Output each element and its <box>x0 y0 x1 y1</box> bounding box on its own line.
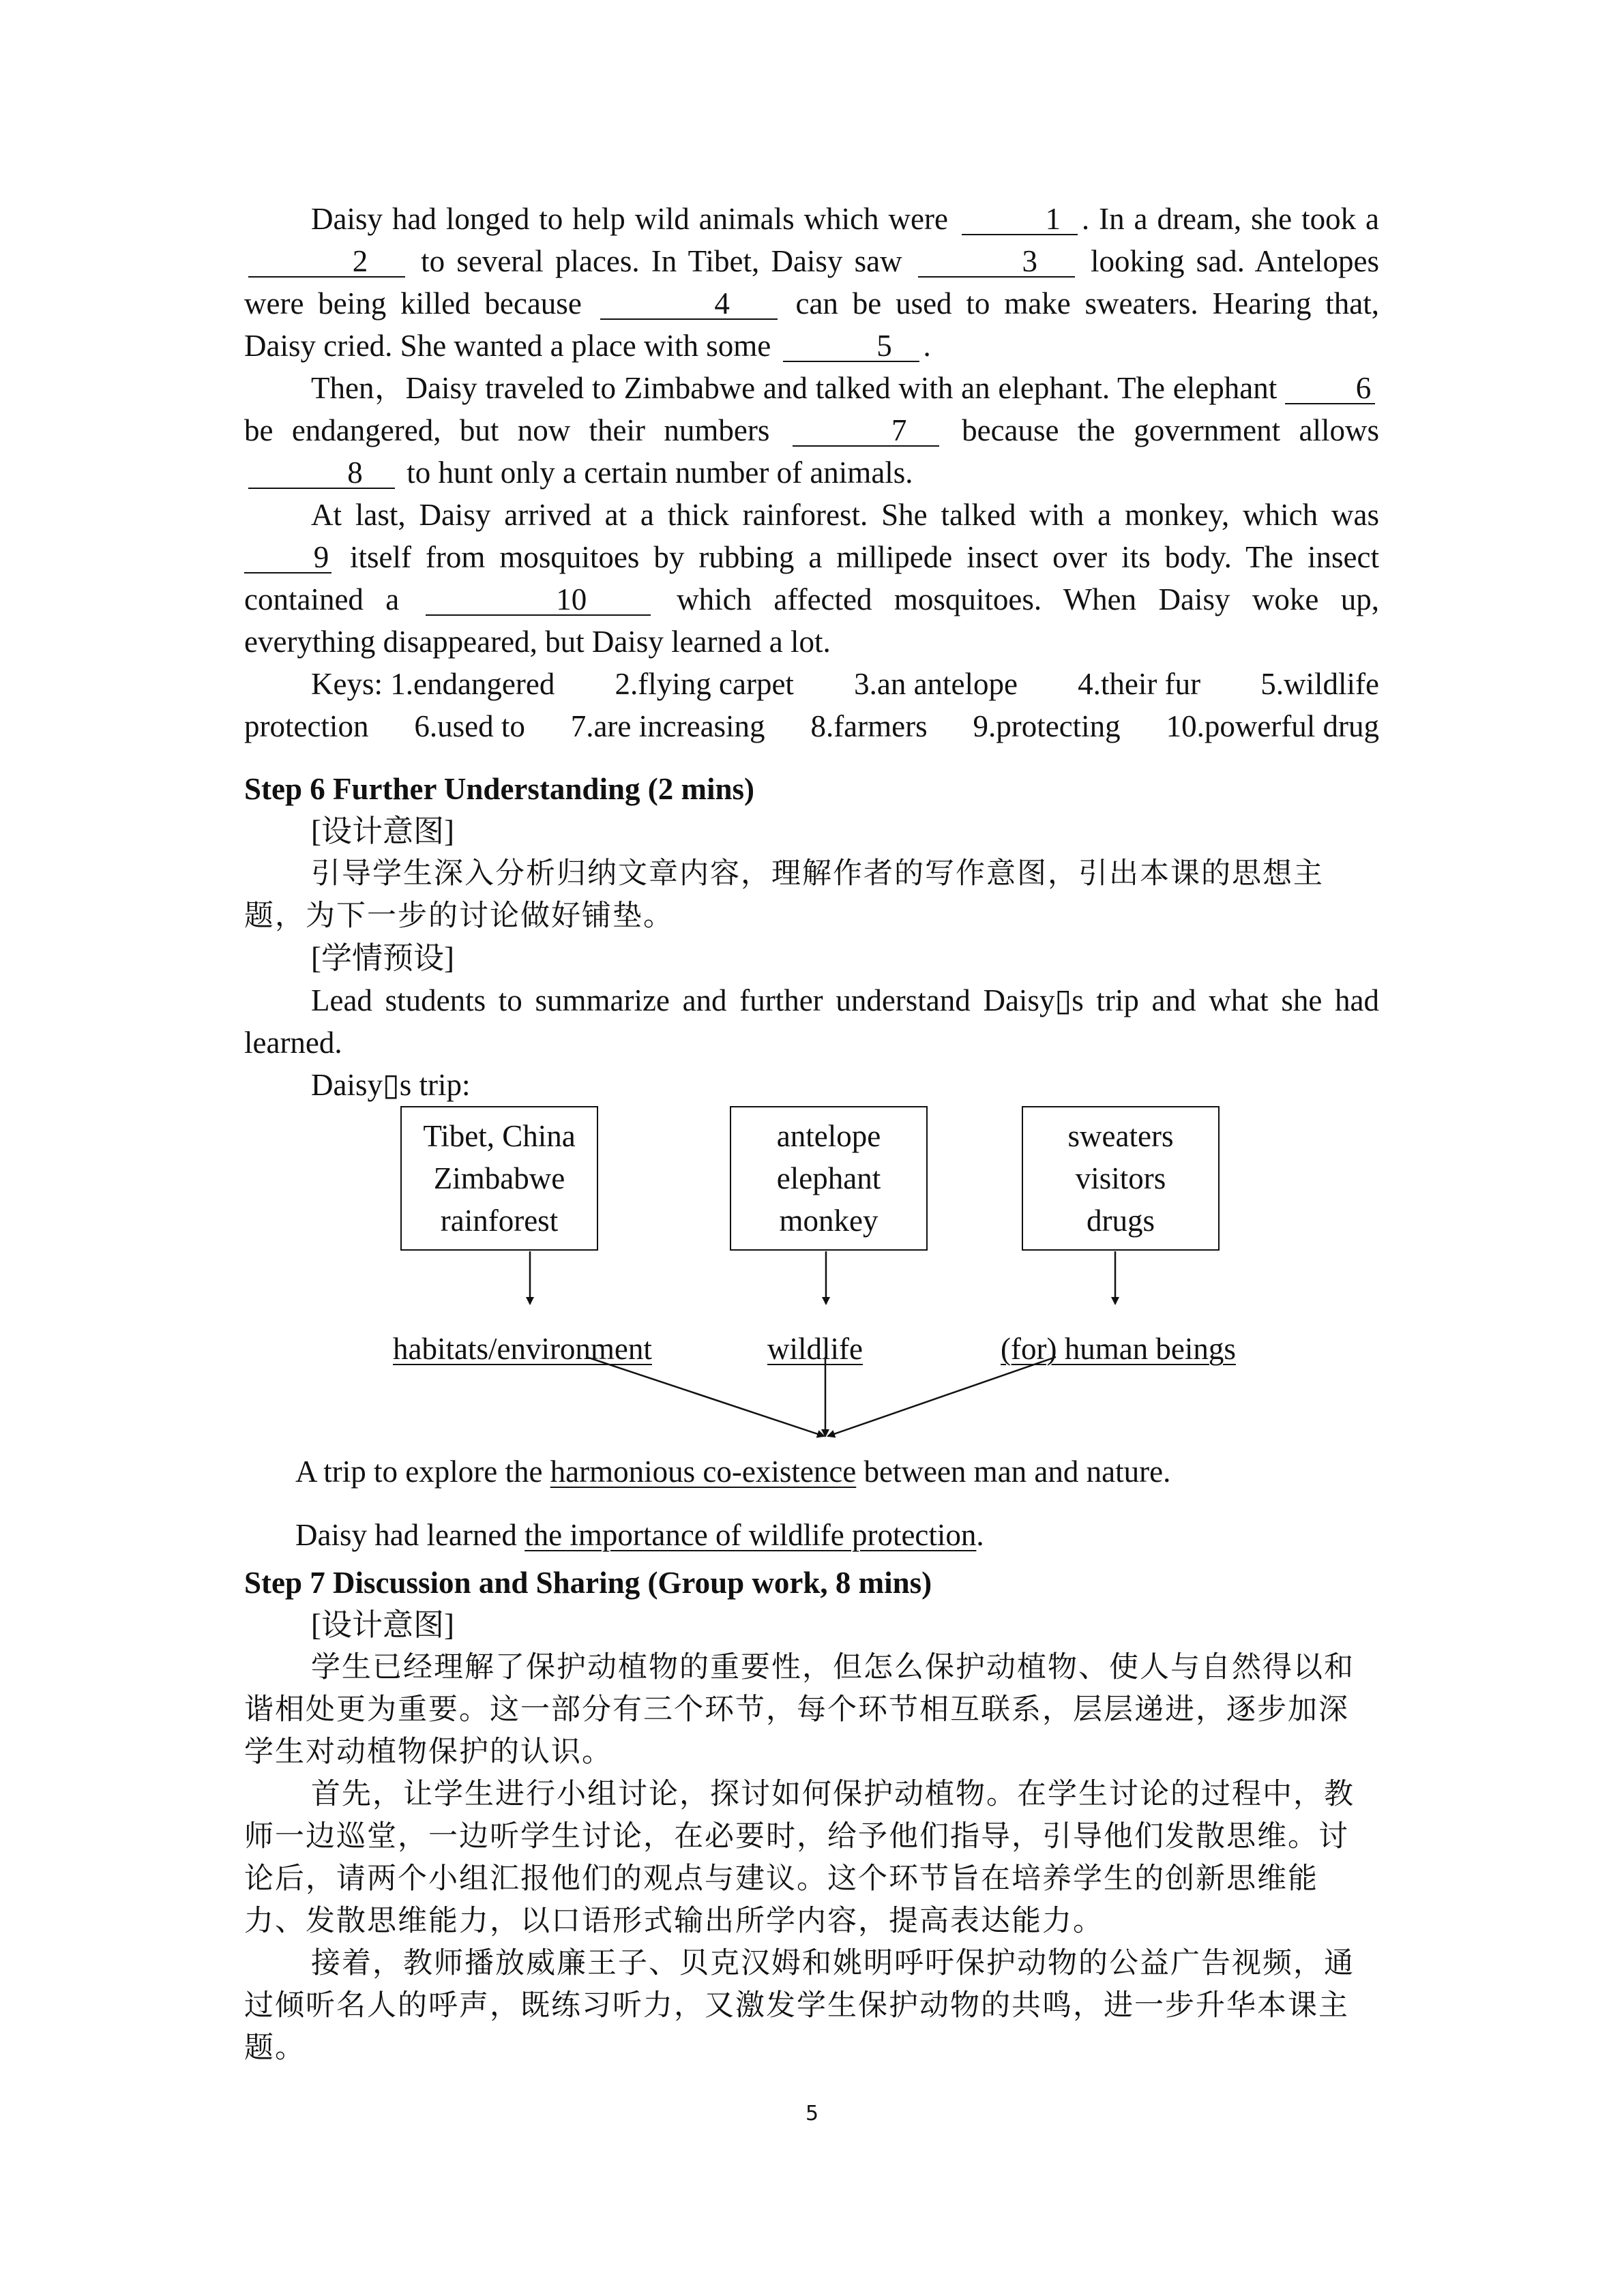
box-animals <box>730 1106 928 1251</box>
blank-6: 6 <box>1285 373 1375 404</box>
sentence-learned <box>295 1514 984 1556</box>
blank-4: 4 <box>600 288 778 320</box>
box-line: visitors <box>1075 1161 1166 1195</box>
step7-section <box>244 1562 1379 2069</box>
text: looking sad. Antelopes were being killed because <box>244 244 1379 320</box>
blank-8: 8 <box>248 458 395 489</box>
blank-10: 10 <box>426 584 651 616</box>
box-places <box>400 1106 598 1251</box>
paragraph-story-3 <box>244 494 1379 663</box>
box-line: monkey <box>779 1204 879 1238</box>
text: be endangered, but now their numbers <box>244 413 770 447</box>
step7-heading: Step 7 Discussion and Sharing (Group work, 8 mins) <box>244 1566 932 1600</box>
step6-design-text: 引导学生深入分析归纳文章内容，理解作者的写作意图，引出本课的思想主题，为下一步的讨论做好铺垫。 <box>244 856 1324 933</box>
page-number: 5 <box>805 2102 819 2126</box>
text: which affected mosquitoes. When Daisy woke up, everything disappeared, but Daisy learned a lot. <box>244 582 1380 659</box>
box-line: rainforest <box>440 1204 559 1238</box>
key-item: Keys: 1.endangered <box>311 667 555 701</box>
key-item: 7.are increasing <box>570 709 765 743</box>
box-line: Tibet, China <box>423 1119 576 1153</box>
blank-5: 5 <box>783 331 919 362</box>
text: because the government allows <box>962 413 1380 447</box>
key-item: 3.an antelope <box>854 667 1018 701</box>
box-line: sweaters <box>1067 1119 1174 1153</box>
category-human-beings: (for) human beings <box>1001 1332 1236 1366</box>
blank-3: 3 <box>918 246 1075 278</box>
key-item: protection <box>244 709 369 743</box>
key-item: 2.flying carpet <box>615 667 794 701</box>
key-item: 9.protecting <box>973 709 1121 743</box>
paragraph-story-1 <box>244 198 1379 367</box>
keys-line-1 <box>244 663 1379 705</box>
step6-preset-text: Lead students to summarize and further understand Daisy▯s trip and what she had learned. <box>244 983 1379 1060</box>
text: A trip to explore the <box>295 1455 543 1489</box>
step7-design-label: [设计意图] <box>311 1608 454 1642</box>
blank-2: 2 <box>248 246 405 278</box>
key-item: 6.used to <box>414 709 525 743</box>
text: . In a dream, she took a <box>1081 202 1379 236</box>
step7-para-3: 接着，教师播放威廉王子、贝克汉姆和姚明呼吁保护动物的公益广告视频，通过倾听名人的呼声，既练习听力，又激发学生保护动物的共鸣，进一步升华本课主题。 <box>244 1946 1355 2065</box>
blank-7: 7 <box>793 415 939 447</box>
box-line: antelope <box>776 1119 881 1153</box>
text: Daisy had longed to help wild animals which were <box>311 202 948 236</box>
blank-9: 9 <box>244 542 331 573</box>
text: itself from mosquitoes by rubbing a millipede insect over its body. The insect contained a <box>244 540 1379 616</box>
trip-label: Daisy▯s trip: <box>311 1068 471 1102</box>
text: can be used to make sweaters. Hearing that, Daisy cried. She wanted a place with some <box>244 286 1380 363</box>
text: At last, Daisy arrived at a thick rainforest. She talked with a monkey, which was <box>311 498 1379 532</box>
step6-design-label: [设计意图] <box>311 814 454 848</box>
step6-heading: Step 6 Further Understanding (2 mins) <box>244 772 754 806</box>
text: Daisy had learned <box>295 1518 517 1552</box>
paragraph-story-2 <box>244 367 1379 494</box>
category-wildlife: wildlife <box>767 1332 863 1366</box>
box-line: drugs <box>1087 1204 1155 1238</box>
box-line: elephant <box>776 1161 881 1195</box>
step7-para-1: 学生已经理解了保护动植物的重要性，但怎么保护动植物、使人与自然得以和谐相处更为重要。这一部分有三个环节，每个环节相互联系，层层递进，逐步加深学生对动植物保护的认识。 <box>244 1650 1355 1769</box>
blank-1: 1 <box>962 204 1078 235</box>
step7-para-2: 首先，让学生进行小组讨论，探讨如何保护动植物。在学生讨论的过程中，教师一边巡堂，一边听学生讨论，在必要时，给予他们指导，引导他们发散思维。讨论后，请两个小组汇报他们的观点与建议。这个环节旨在培养学生的创新思维能力、发散思维能力，以口语形式输出所学内容，提高表达能力。 <box>244 1777 1355 1938</box>
key-item: 8.farmers <box>810 709 928 743</box>
step6-preset-label: [学情预设] <box>311 941 454 975</box>
underlined-answer: the importance of wildlife protection <box>525 1518 977 1552</box>
box-uses <box>1022 1106 1220 1251</box>
text: . <box>923 329 931 363</box>
key-item: 5.wildlife <box>1260 667 1379 701</box>
text: between man and nature. <box>863 1455 1171 1489</box>
category-habitats: habitats/environment <box>393 1332 652 1366</box>
keys-line-2 <box>244 705 1379 747</box>
text: Then，Daisy traveled to Zimbabwe and talked with an elephant. The elephant <box>311 371 1278 405</box>
text: to several places. In Tibet, Daisy saw <box>421 244 902 278</box>
box-line: Zimbabwe <box>433 1161 565 1195</box>
text: . <box>976 1518 984 1552</box>
page-content <box>244 198 1380 2065</box>
text: to hunt only a certain number of animals. <box>407 456 913 490</box>
underlined-answer: harmonious co-existence <box>550 1455 857 1489</box>
key-item: 4.their fur <box>1078 667 1201 701</box>
sentence-trip <box>295 1450 1170 1493</box>
key-item: 10.powerful drug <box>1166 709 1379 743</box>
